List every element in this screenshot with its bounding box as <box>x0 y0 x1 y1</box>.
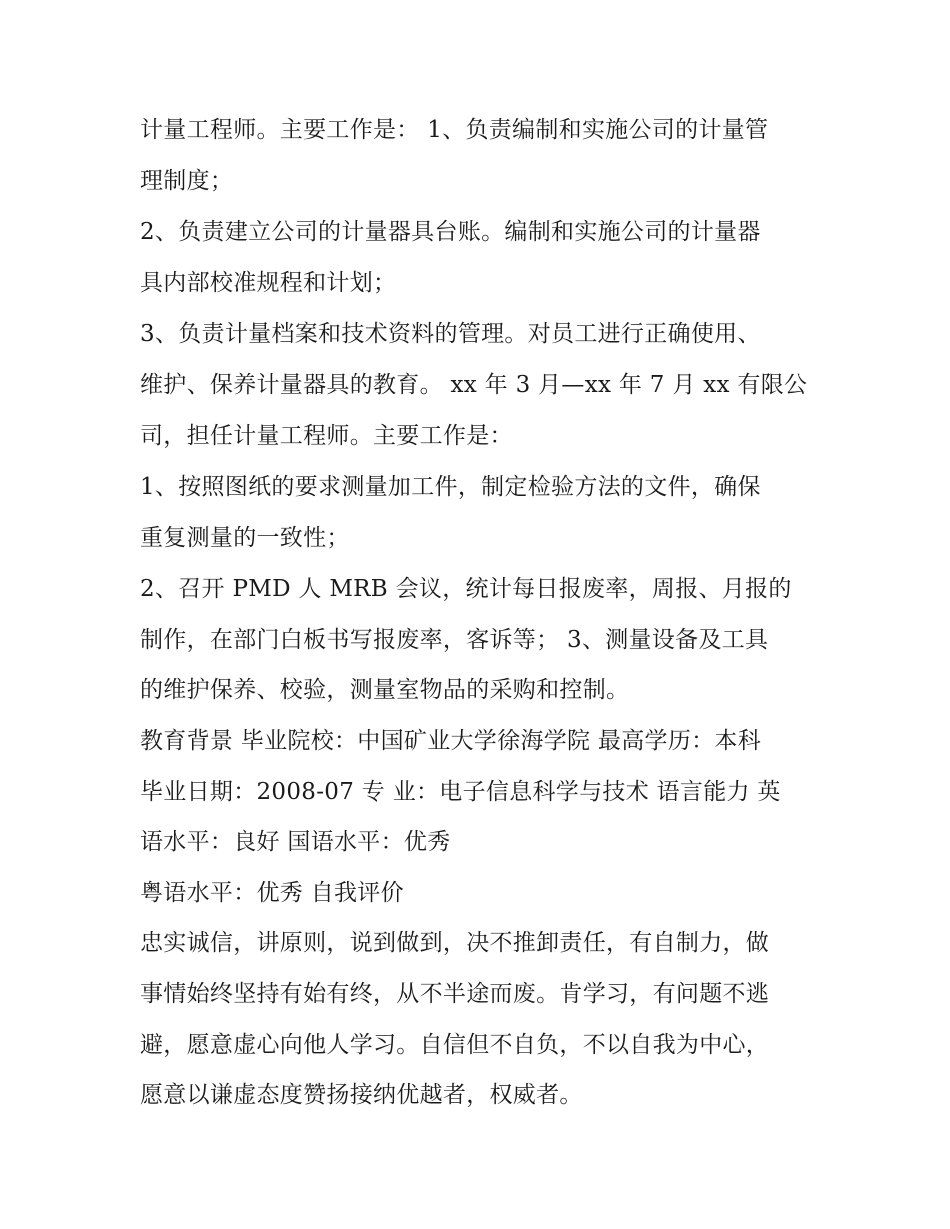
text-line: 忠实诚信，讲原则，说到做到，决不推卸责任，有自制力，做 <box>140 930 770 956</box>
text-line: 具内部校准规程和计划； <box>140 270 397 296</box>
text-line: 司，担任计量工程师。主要工作是： <box>140 423 513 449</box>
text-line: 重复测量的一致性； <box>140 525 350 551</box>
text-line: 计量工程师。主要工作是： 1、负责编制和实施公司的计量管 <box>140 117 769 143</box>
text-line: 3、负责计量档案和技术资料的管理。对员工进行正确使用、 <box>140 321 761 347</box>
text-line: 事情始终坚持有始有终，从不半途而废。肯学习，有问题不逃 <box>140 981 770 1007</box>
text-line: 理制度； <box>140 168 234 194</box>
text-line: 2、召开 PMD 人 MRB 会议，统计每日报废率，周报、月报的 <box>140 576 792 602</box>
text-line: 粤语水平：优秀 自我评价 <box>140 880 404 906</box>
text-line: 制作，在部门白板书写报废率，客诉等； 3、测量设备及工具 <box>140 627 769 653</box>
text-line: 2、负责建立公司的计量器具台账。编制和实施公司的计量器 <box>140 219 761 245</box>
text-line: 毕业日期：2008-07 专 业：电子信息科学与技术 语言能力 英 <box>140 779 781 805</box>
text-line: 1、按照图纸的要求测量加工件，制定检验方法的文件，确保 <box>140 474 761 500</box>
text-line: 愿意以谦虚态度赞扬接纳优越者，权威者。 <box>140 1082 583 1108</box>
text-line: 维护、保养计量器具的教育。 xx 年 3 月—xx 年 7 月 xx 有限公 <box>140 372 808 398</box>
text-line: 教育背景 毕业院校：中国矿业大学徐海学院 最高学历：本科 <box>140 728 762 754</box>
text-line: 语水平：良好 国语水平：优秀 <box>140 829 451 855</box>
text-line: 的维护保养、校验，测量室物品的采购和控制。 <box>140 677 630 703</box>
text-line: 避，愿意虚心向他人学习。自信但不自负，不以自我为中心， <box>140 1032 770 1058</box>
